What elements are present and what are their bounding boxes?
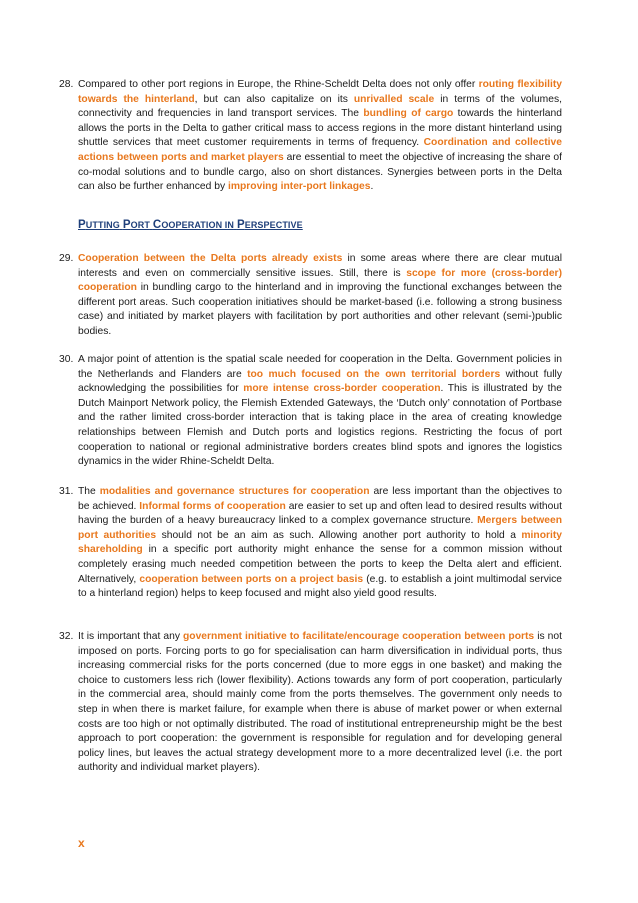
body-text: . [370, 181, 374, 193]
highlighted-phrase: more intense cross-border cooperation [243, 383, 441, 395]
paragraph-28 [59, 78, 562, 195]
paragraph-number: 28. [59, 79, 74, 90]
highlighted-phrase: Informal forms of cooperation [139, 500, 286, 512]
paragraph-29 [59, 252, 563, 340]
highlighted-phrase: bundling of cargo [363, 108, 454, 120]
body-text: is not imposed on ports. Forcing ports to go for specialisation can harm diversification in individual ports, thus increasing commercial risks for the ports concerned (due to more eggs in one basket) and making the choice to customers less rich (lower flexibility). Actions towards any form of port cooperation, particularly in the commercial area, should mainly come from the ports themselves. The government only needs to step in when there is market failure, for example when there is abuse of market power or when external costs are too high or not optimally distributed. The road of institutional entrepreneurship might be the best approach to port cooperation: the government is responsible for regulation and for developing general policy lines, but leaves the actual strategy development more to a more decentralized level (i.e. the port authority and individual market players). [78, 631, 562, 774]
paragraph-number: 32. [59, 631, 74, 642]
paragraph-number: 29. [59, 253, 74, 264]
highlighted-phrase: Cooperation between the Delta ports already exists [78, 253, 343, 264]
highlighted-phrase: minority shareholding [78, 529, 563, 556]
paragraph-32 [59, 630, 562, 776]
highlighted-phrase: cooperation between ports on a project basis [139, 573, 364, 585]
highlighted-phrase: modalities and governance structures for cooperation [99, 486, 370, 497]
body-text: It is important that any [78, 631, 183, 642]
highlighted-phrase: Coordination and collective actions between ports and market players [78, 137, 562, 163]
highlighted-phrase: improving inter-port linkages [227, 181, 371, 193]
body-text: towards the hinterland allows the ports in the Delta to gather critical mass to access regions in the more distant hinterland using shuttle services that meet customer requirements in terms of frequency. [78, 108, 562, 149]
body-text: (e.g. to establish a joint multimodal service to a hinterland region) helps to keep focused and might also yield good results. [78, 573, 563, 600]
highlighted-phrase: too much focused on the own territorial borders [247, 368, 501, 380]
body-text: in terms of the volumes, connectivity and frequencies in land transport services. The [78, 93, 562, 120]
paragraph-number: 31. [59, 486, 74, 497]
body-text: The [78, 486, 100, 497]
highlighted-phrase: unrivalled scale [353, 93, 435, 105]
paragraph-30 [59, 353, 562, 470]
body-text: . This is illustrated by the Dutch Mainport Network policy, the Flemish Extended Gateways, the ‘Dutch only’ connotation of Portbase and the rather limited cross-border interaction that is taking place in the area of creating knowledge relationships between Flemish and Dutch ports and logistics regions. Restricting the focus of port cooperation to national or regional administrative borders creates blind spots and ignores the logistics dynamics in the wider Rhine-Scheldt Delta. [78, 383, 562, 468]
body-text: in a specific port authority might enhance the sense for a common mission without completely erasing much needed competition between the ports to keep the Delta alert and efficient. Alternatively, [78, 544, 562, 585]
highlighted-phrase: scope for more (cross-border) cooperation [78, 267, 562, 294]
body-text: Compared to other port regions in Europe, the Rhine-Scheldt Delta does not only offer [78, 79, 479, 90]
body-text: without fully acknowledging the possibilities for [78, 368, 562, 395]
highlighted-phrase: government initiative to facilitate/encourage cooperation between ports [183, 631, 535, 642]
body-text: , but can also capitalize on its [194, 93, 354, 105]
highlighted-phrase: Mergers between port authorities [78, 515, 562, 541]
body-text: are easier to set up and often lead to desired results without having the burden of a heavy bureaucracy linked to a complex governance structure. [78, 500, 562, 527]
body-text: are essential to meet the objective of increasing the share of co-modal solutions and to bundle cargo, also on short distances. Synergies between ports in the Delta can also be further enhanced by [78, 151, 562, 193]
section-heading: PUTTING PORT COOPERATION IN PERSPECTIVE [78, 219, 303, 231]
body-text: A major point of attention is the spatial scale needed for cooperation in the Delta. Government policies in the Netherlands and Flanders are [78, 354, 562, 380]
body-text: in bundling cargo to the hinterland and in improving the functional exchanges between the different port areas. Such cooperation initiatives should be market-based (i.e. following a strong business case) and initiated by market players with facilitation by port authorities and other relevant (semi-)public bodies. [78, 282, 562, 337]
body-text: in some areas where there are clear mutual interests and even on commercially sensitive issues. Still, there is [78, 253, 563, 279]
body-text: are less important than the objectives to be achieved. [78, 486, 562, 512]
body-text: should not be an aim as such. Allowing another port authority to hold a [156, 529, 522, 541]
page-number: x [78, 836, 85, 850]
paragraph-number: 30. [59, 354, 74, 365]
highlighted-phrase: routing flexibility towards the hinterland [78, 79, 562, 105]
paragraph-31 [59, 485, 563, 602]
